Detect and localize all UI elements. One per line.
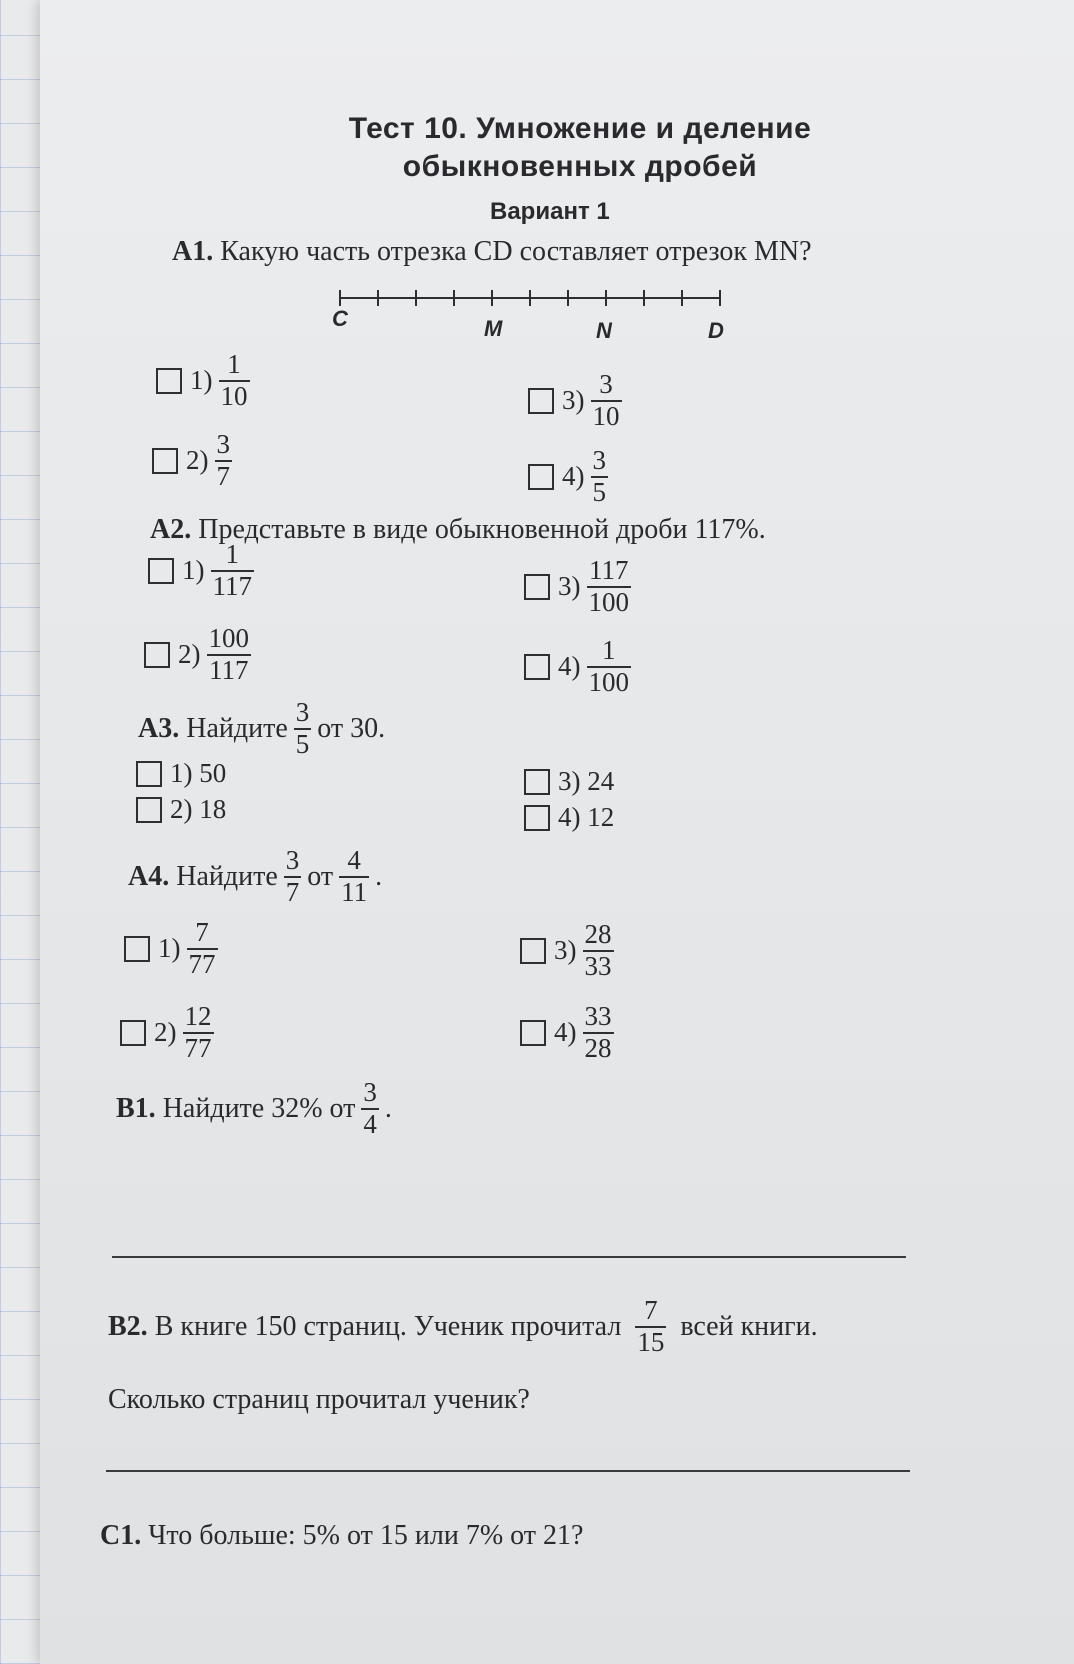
answer-line-b1[interactable] bbox=[112, 1256, 906, 1258]
question-a3-text: Найдите bbox=[186, 712, 288, 744]
a3-option-4[interactable] bbox=[524, 802, 614, 833]
option-number: 4) bbox=[562, 461, 585, 492]
fraction: $\frac{12}{77}$ bbox=[184, 1001, 212, 1063]
question-a1-number: A1. bbox=[172, 236, 214, 267]
question-a1 bbox=[172, 236, 812, 268]
question-b1-text-end: . bbox=[384, 1092, 392, 1124]
fraction: $\frac{33}{28}$ bbox=[584, 1001, 612, 1063]
a4-option-1[interactable] bbox=[124, 918, 224, 979]
question-b2 bbox=[108, 1296, 818, 1357]
question-b2-text: В книге 150 страниц. Ученик прочитал bbox=[154, 1310, 622, 1342]
question-a3-number: A3. bbox=[138, 712, 180, 744]
question-a4-number: A4. bbox=[128, 860, 170, 892]
a1-option-2[interactable] bbox=[152, 430, 238, 491]
option-number: 4) bbox=[558, 651, 581, 682]
question-a4-text: Найдите bbox=[176, 860, 278, 892]
point-d-label: D bbox=[708, 318, 724, 343]
variant-label: Вариант 1 bbox=[490, 198, 610, 225]
a3-option-2[interactable] bbox=[136, 794, 226, 825]
point-m-label: M bbox=[484, 316, 503, 341]
question-a4 bbox=[128, 846, 382, 907]
question-a2-number: A2. bbox=[150, 514, 192, 545]
checkbox[interactable] bbox=[152, 448, 178, 474]
a1-option-1[interactable] bbox=[156, 350, 256, 411]
a1-option-4[interactable] bbox=[528, 446, 614, 507]
fraction: $\frac{1}{100}$ bbox=[588, 635, 629, 697]
option-number: 1) bbox=[182, 555, 205, 586]
question-b1-number: B1. bbox=[116, 1092, 156, 1124]
fraction: $\frac{1}{117}$ bbox=[212, 539, 252, 601]
test-title-line1: Тест 10. Умножение и деление bbox=[348, 112, 812, 145]
option-number: 3) bbox=[562, 385, 585, 416]
question-c1-text: Что больше: 5% от 15 или 7% от 21? bbox=[148, 1520, 584, 1551]
option-label: 4) 12 bbox=[558, 802, 615, 832]
fraction: $\frac{117}{100}$ bbox=[588, 555, 629, 617]
a2-option-2[interactable] bbox=[144, 624, 257, 685]
question-c1-number: C1. bbox=[100, 1520, 142, 1551]
a3-option-1[interactable] bbox=[136, 758, 226, 789]
option-label: 1) 50 bbox=[170, 758, 227, 788]
option-number: 2) bbox=[186, 445, 209, 476]
checkbox[interactable] bbox=[148, 558, 174, 584]
checkbox[interactable] bbox=[524, 654, 550, 680]
option-number: 3) bbox=[554, 935, 577, 966]
fraction: $\frac{3}{7}$ bbox=[216, 429, 230, 491]
a4-option-3[interactable] bbox=[520, 920, 620, 981]
question-b1-text: Найдите 32% от bbox=[162, 1092, 356, 1124]
fraction: $\frac{100}{117}$ bbox=[208, 623, 249, 685]
checkbox[interactable] bbox=[528, 388, 554, 414]
checkbox[interactable] bbox=[124, 936, 150, 962]
checkbox[interactable] bbox=[528, 464, 554, 490]
checkbox[interactable] bbox=[136, 797, 162, 823]
a2-option-1[interactable] bbox=[148, 540, 260, 601]
option-number: 2) bbox=[178, 639, 201, 670]
a3-option-3[interactable] bbox=[524, 766, 614, 797]
question-c1 bbox=[100, 1520, 583, 1552]
option-number: 1) bbox=[158, 933, 181, 964]
a1-option-3[interactable] bbox=[528, 370, 628, 431]
option-number: 1) bbox=[190, 365, 213, 396]
fraction: $\frac{1}{10}$ bbox=[220, 349, 248, 411]
answer-line-b2[interactable] bbox=[106, 1470, 910, 1472]
fraction: $\frac{3}{10}$ bbox=[592, 369, 620, 431]
fraction: $\frac{3}{7}$ bbox=[285, 845, 300, 907]
checkbox[interactable] bbox=[144, 642, 170, 668]
question-b2-number: B2. bbox=[108, 1310, 148, 1342]
question-b2-text-end: всей книги. bbox=[680, 1310, 818, 1342]
option-number: 3) bbox=[558, 571, 581, 602]
fraction: $\frac{3}{5}$ bbox=[592, 445, 606, 507]
fraction: $\frac{7}{77}$ bbox=[188, 917, 216, 979]
question-a3 bbox=[138, 698, 385, 759]
worksheet-page bbox=[40, 0, 1074, 1664]
checkbox[interactable] bbox=[136, 761, 162, 787]
a2-option-4[interactable] bbox=[524, 636, 637, 697]
question-a4-text-mid: от bbox=[307, 860, 334, 892]
a4-option-2[interactable] bbox=[120, 1002, 220, 1063]
checkbox[interactable] bbox=[524, 574, 550, 600]
question-b1 bbox=[116, 1078, 392, 1139]
fraction: $\frac{28}{33}$ bbox=[584, 919, 612, 981]
point-c-label: C bbox=[332, 306, 348, 331]
point-n-label: N bbox=[596, 318, 612, 343]
fraction: $\frac{7}{15}$ bbox=[637, 1295, 665, 1357]
question-a4-text-end: . bbox=[375, 860, 383, 892]
fraction: $\frac{4}{11}$ bbox=[341, 845, 368, 907]
checkbox[interactable] bbox=[520, 938, 546, 964]
option-label: 3) 24 bbox=[558, 766, 615, 796]
option-number: 2) bbox=[154, 1017, 177, 1048]
checkbox[interactable] bbox=[156, 368, 182, 394]
test-title-line2: обыкновенных дробей bbox=[402, 150, 758, 183]
segment-diagram bbox=[330, 282, 730, 312]
a4-option-4[interactable] bbox=[520, 1002, 620, 1063]
checkbox[interactable] bbox=[524, 769, 550, 795]
checkbox[interactable] bbox=[524, 805, 550, 831]
question-a2-text: Представьте в виде обыкновенной дроби 117%. bbox=[198, 514, 766, 545]
question-b2-line2: Сколько страниц прочитал ученик? bbox=[108, 1384, 530, 1415]
checkbox[interactable] bbox=[120, 1020, 146, 1046]
option-label: 2) 18 bbox=[170, 794, 227, 824]
fraction: $\frac{3}{4}$ bbox=[363, 1077, 377, 1139]
question-a1-text: Какую часть отрезка CD составляет отрезок MN? bbox=[220, 236, 812, 267]
option-number: 4) bbox=[554, 1017, 577, 1048]
a2-option-3[interactable] bbox=[524, 556, 637, 617]
checkbox[interactable] bbox=[520, 1020, 546, 1046]
fraction: $\frac{3}{5}$ bbox=[295, 697, 310, 759]
question-a3-text-end: от 30. bbox=[317, 712, 386, 744]
